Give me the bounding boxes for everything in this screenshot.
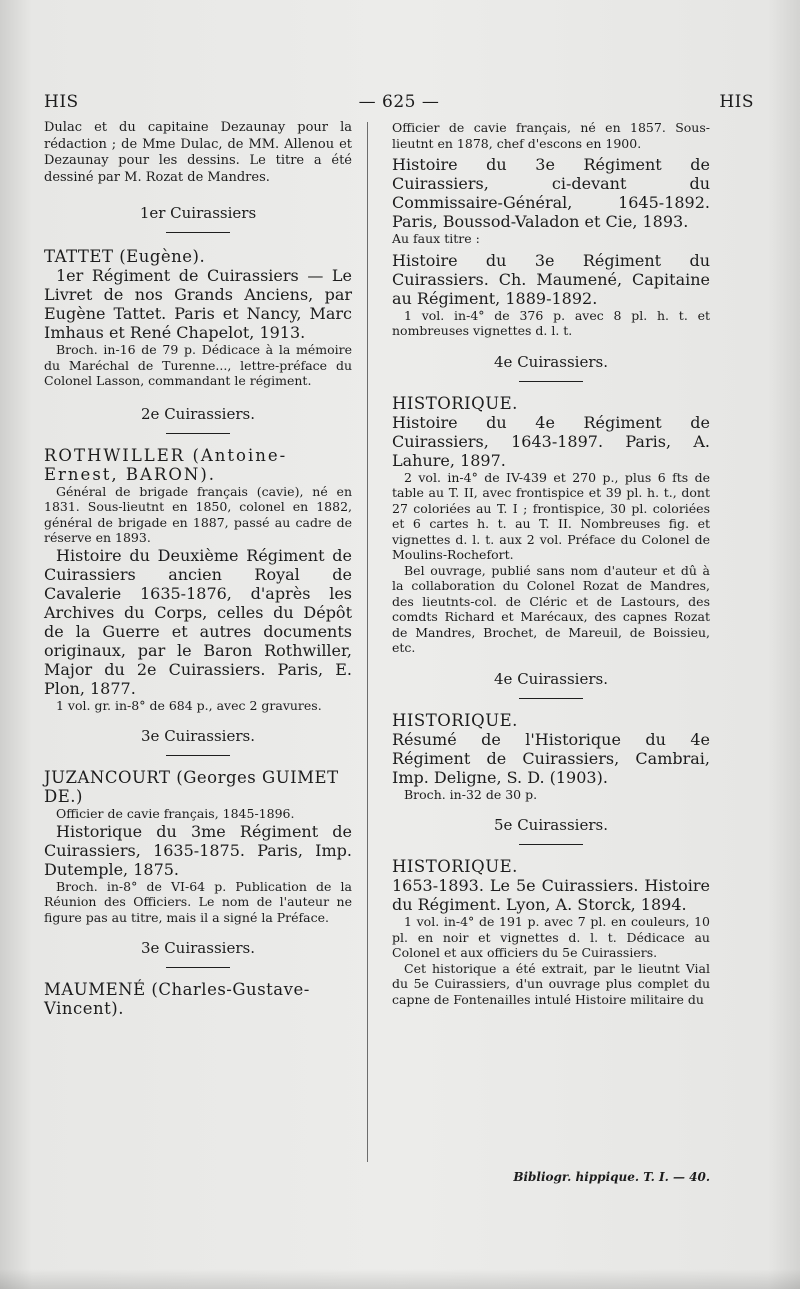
entry-label: HISTORIQUE. [392, 857, 518, 876]
entry-note: Broch. in-8° de VI-64 p. Publication de la Réunion des Officiers. Le nom de l'auteur ne figure pas au titre, mais il a signé la Préface. [44, 878, 352, 925]
entry-note: Cet historique a été extrait, par le lieutnt Vial du 5e Cuirassiers, d'un ouvrage plus complet du capne de Fontenailles intulé Histoire militaire du [392, 960, 710, 1007]
entry-author: JUZANCOURT (Georges GUIMET DE.) [44, 768, 339, 806]
entry-label: HISTORIQUE. [392, 710, 518, 730]
entry-title: 1653-1893. Le 5e Cuirassiers. Histoire du Régiment. Lyon, A. Storck, 1894. [392, 876, 710, 914]
right-column [392, 120, 710, 1007]
half-title-label: Au faux titre : [392, 231, 480, 246]
entry-author: MAUMENÉ (Charles-Gustave-Vincent). [44, 980, 310, 1018]
section-heading: 2e Cuirassiers. [141, 404, 255, 423]
running-head [44, 92, 754, 116]
entry-title: Résumé de l'Historique du 4e Régiment de Cuirassiers, Cambrai, Imp. Deligne, S. D. (1903). [392, 729, 710, 787]
entry-label: HISTORIQUE. [392, 393, 518, 413]
entry-title: Histoire du Deuxième Régiment de Cuirassiers ancien Royal de Cavalerie 1635-1876, d'après les Archives du Corps, celles du Dépôt de la Guerre et autres documents originaux, par le Baron Rothwiller, Major du 2e Cuirassiers. Paris, E. Plon, 1877. [44, 545, 352, 698]
intro-paragraph: Dulac et du capitaine Dezaunay pour la rédaction ; de Mme Dulac, de MM. Allenou et Dezaunay pour les dessins. Le titre a été dessiné par M. Rozat de Mandres. [44, 120, 352, 185]
entry-note: Broch. in-16 de 79 p. Dédicace à la mémoire du Maréchal de Turenne..., lettre-préface du Colonel Lasson, commandant le régiment. [44, 342, 352, 388]
page-number: — 625 — [358, 92, 440, 112]
entry-title: Histoire du 4e Régiment de Cuirassiers, 1643-1897. Paris, A. Lahure, 1897. [392, 412, 710, 470]
entry-bio: Officier de cavie français, né en 1857. Sous-lieutnt en 1878, chef d'escons en 1900. [392, 120, 710, 151]
entry-title: Histoire du 3e Régiment de Cuirassiers, ci-devant du Commissaire-Général, 1645-1892. Paris, Boussod-Valadon et Cie, 1893. [392, 155, 710, 231]
section-heading: 1er Cuirassiers [139, 204, 257, 222]
section-heading: 3e Cuirassiers. [141, 727, 255, 745]
section-heading: 4e Cuirassiers. [494, 669, 608, 688]
page-shadow [0, 1269, 800, 1289]
entry-note: Broch. in-32 de 30 p. [404, 786, 538, 802]
entry-title: Histoire du 3e Régiment du Cuirassiers. Ch. Maumené, Capitaine au Régiment, 1889-1892. [392, 250, 710, 308]
entry-author: TATTET (Eugène). [44, 247, 206, 266]
section-heading: 4e Cuirassiers. [494, 352, 608, 371]
left-column [44, 120, 352, 1018]
entry-bio: Officier de cavie français, 1845-1896. [56, 806, 295, 821]
entry-bio: Général de brigade français (cavie), né en 1831. Sous-lieutnt en 1850, colonel en 1882, général de brigade en 1887, passé au cadre de réserve en 1893. [44, 483, 352, 545]
entry-note: 1 vol. in-4° de 191 p. avec 7 pl. en couleurs, 10 pl. en noir et vignettes d. l. t. Dédicace au Colonel et aux officiers du 5e Cuirassiers. [392, 914, 710, 960]
running-head-right: HIS [719, 92, 754, 112]
entry-title: Historique du 3me Régiment de Cuirassiers, 1635-1875. Paris, Imp. Dutemple, 1875. [44, 821, 352, 879]
section-heading: 3e Cuirassiers. [141, 939, 255, 957]
column-divider [367, 122, 368, 1162]
entry-note: 2 vol. in-4° de IV-439 et 270 p., plus 6 fts de table au T. II, avec frontispice et 39 pl. h. t., dont 27 coloriées au T. I ; frontispice, 30 pl. coloriées et 6 cartes h. t. au T. II. Nombreuses fig. et vignettes d. l. t. aux 2 vol. Préface du Colonel de Moulins-Rochefort. [392, 469, 710, 562]
entry-note: 1 vol. in-4° de 376 p. avec 8 pl. h. t. et nombreuses vignettes d. l. t. [392, 307, 710, 338]
entry-note: 1 vol. gr. in-8° de 684 p., avec 2 gravures. [56, 697, 322, 713]
entry-note: Bel ouvrage, publié sans nom d'auteur et dû à la collaboration du Colonel Rozat de Mandres, des lieutnts-col. de Cléric et de Lastours, des comdts Richard et Marécaux, des capnes Rozat de Mandres, Brochet, de Mareuil, de Boissieu, etc. [392, 562, 710, 655]
section-heading: 5e Cuirassiers. [494, 816, 608, 834]
entry-title: 1er Régiment de Cuirassiers — Le Livret de nos Grands Anciens, par Eugène Tattet. Paris et Nancy, Marc Imhaus et René Chapelot, 1913. [44, 266, 352, 342]
running-head-left: HIS [44, 92, 79, 112]
entry-author: ROTHWILLER (Antoine-Ernest, BARON). [44, 445, 288, 484]
signature-mark: Bibliogr. hippique. T. I. — 40. [513, 1170, 710, 1184]
